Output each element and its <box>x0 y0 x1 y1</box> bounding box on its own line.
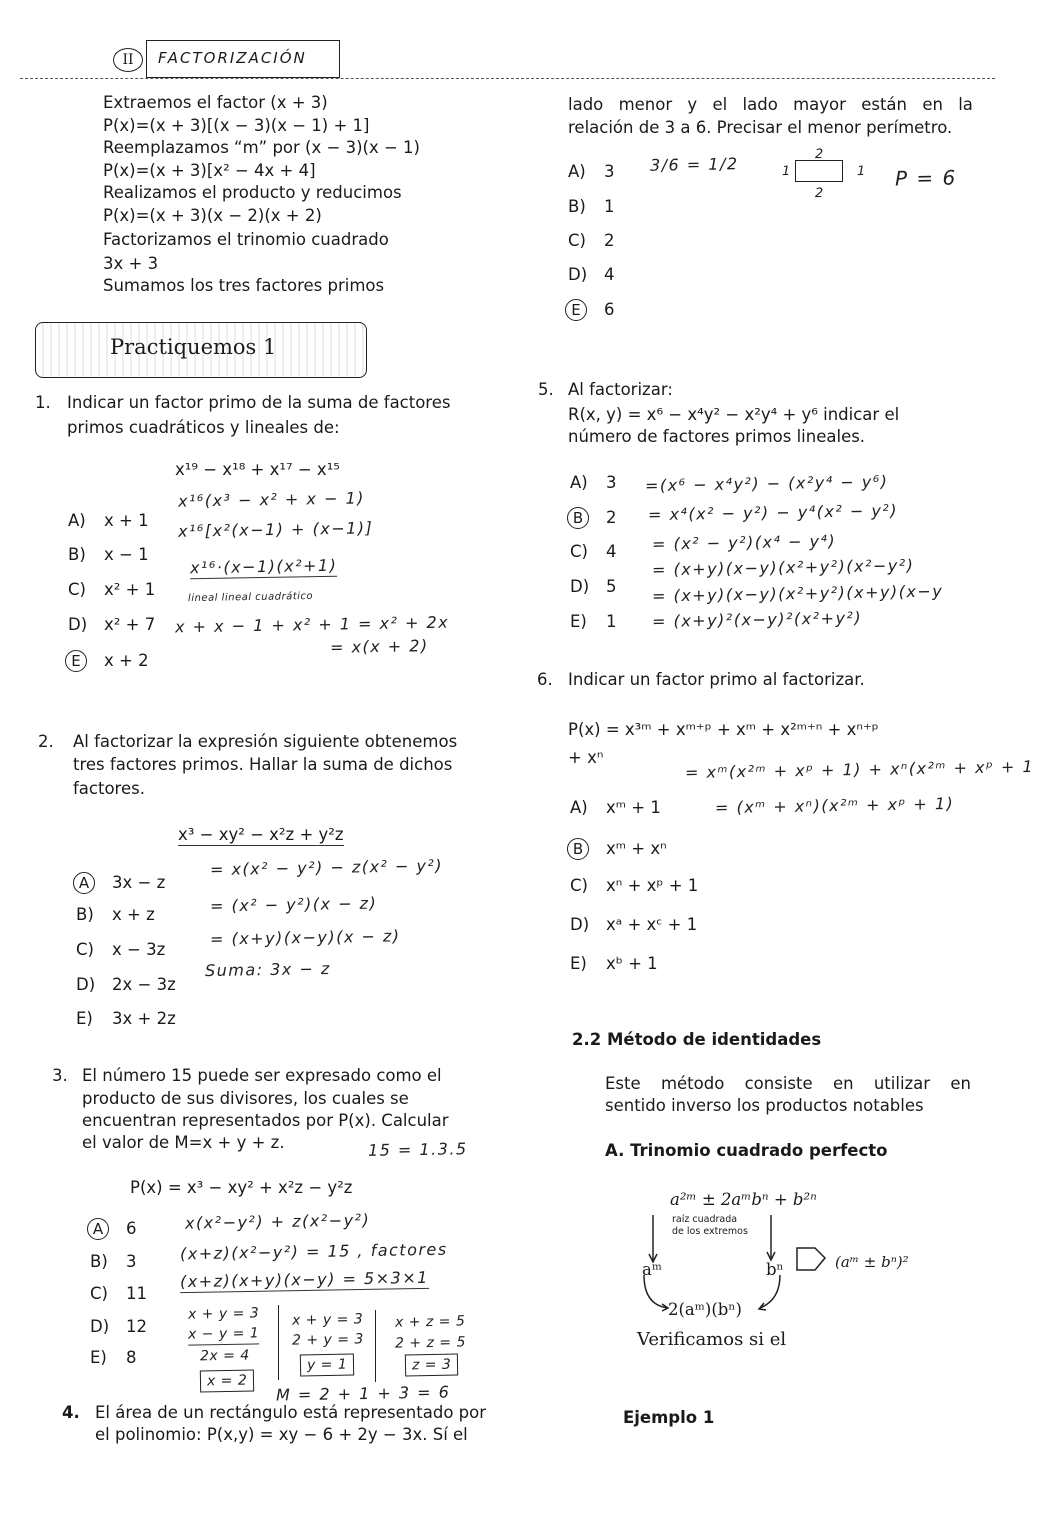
option-letter: E) <box>570 954 587 973</box>
divider <box>278 1305 279 1380</box>
option-d[interactable] <box>76 975 176 995</box>
question-text: encuentran representados por P(x). Calcular <box>82 1111 449 1130</box>
word: la <box>958 95 973 114</box>
circled-answer-letter: E <box>565 299 587 321</box>
curved-arrow-icon <box>644 1275 668 1311</box>
curved-arrow-icon <box>759 1275 780 1310</box>
option-text: 12 <box>126 1317 147 1336</box>
option-letter: D) <box>570 577 590 596</box>
option-b[interactable] <box>90 1252 137 1272</box>
question-text: el valor de M=x + y + z. <box>82 1133 285 1152</box>
chapter-number: II <box>113 48 143 72</box>
handwritten-note: x¹⁶(x³ − x² + x − 1) <box>177 488 366 511</box>
option-d[interactable] <box>570 577 617 597</box>
question-text <box>568 95 973 115</box>
question-text: número de factores primos lineales. <box>568 427 866 446</box>
option-text: 2x − 3z <box>112 975 176 994</box>
option-text: x + 1 <box>104 511 149 530</box>
handwritten-note: =(x⁶ − x⁴y²) − (x²y⁴ − y⁶) <box>644 471 889 496</box>
handwritten-note: 2 + y = 3 <box>291 1331 365 1349</box>
circled-answer-letter: A <box>73 872 95 894</box>
handwritten-note: = x⁴(x² − y²) − y⁴(x² − y²) <box>647 500 899 525</box>
option-text: 3x − z <box>112 873 166 892</box>
word: Este <box>605 1074 641 1093</box>
handwritten-note: 2 + z = 5 <box>394 1334 467 1352</box>
option-b-selected[interactable] <box>570 838 667 860</box>
option-a[interactable] <box>68 511 149 531</box>
handwritten-note: = (x² − y²)(x⁴ − y⁴) <box>651 531 837 554</box>
option-text: 3 <box>126 1252 137 1271</box>
step: Realizamos el producto y reducimos <box>103 183 402 202</box>
circled-answer-letter: B <box>567 507 589 529</box>
option-text: 6 <box>604 300 615 319</box>
option-text: 2 <box>606 508 617 527</box>
word: están <box>861 95 908 114</box>
diagram-root-a: aᵐ <box>642 1260 662 1279</box>
step: Sumamos los tres factores primos <box>103 276 385 295</box>
section-paragraph: sentido inverso los productos notables <box>605 1096 924 1115</box>
arrow-down-icon <box>767 1215 775 1260</box>
question-text: Al factorizar: <box>568 380 673 399</box>
option-text: 3x + 2z <box>112 1009 176 1028</box>
word: mayor <box>793 95 846 114</box>
option-letter: E) <box>76 1009 93 1028</box>
handwritten-note: x¹⁶[x²(x−1) + (x−1)] <box>177 518 374 541</box>
option-b[interactable] <box>68 545 149 565</box>
option-text: 4 <box>604 265 615 284</box>
section-title: 2.2 Método de identidades <box>572 1030 822 1049</box>
option-text: 5 <box>606 577 617 596</box>
handwritten-note: M = 2 + 1 + 3 = 6 <box>275 1382 451 1405</box>
option-text: x − 1 <box>104 545 149 564</box>
option-c[interactable] <box>570 876 698 896</box>
option-e[interactable] <box>570 612 617 632</box>
question-number: 1. <box>35 393 51 412</box>
handwritten-note: (x+z)(x²−y²) = 15 , factores <box>179 1239 448 1264</box>
expression: P(x) = x³ − xy² + x²z − y²z <box>130 1178 353 1197</box>
option-letter: C) <box>76 940 94 959</box>
handwritten-note: y = 1 <box>300 1354 355 1377</box>
handwritten-note: 2 <box>814 185 824 202</box>
diagram-root-b: bⁿ <box>766 1260 784 1279</box>
question-text: factores. <box>73 779 145 798</box>
question-text: Indicar un factor primo de la suma de factores <box>67 393 451 412</box>
handwritten-note: Suma: 3x − z <box>204 958 331 981</box>
handwritten-note: = (x+y)(x−y)(x − z) <box>209 926 401 949</box>
option-text: x² + 7 <box>104 615 156 634</box>
option-text: 11 <box>126 1284 147 1303</box>
question-number: 5. <box>538 380 554 399</box>
question-text: primos cuadráticos y lineales de: <box>67 418 340 437</box>
section-paragraph <box>605 1074 971 1094</box>
expression: P(x) = x³ᵐ + xᵐ⁺ᵖ + xᵐ + x²ᵐ⁺ⁿ + xⁿ⁺ᵖ <box>568 720 879 739</box>
handwritten-note: = (x+y)²(x−y)²(x²+y²) <box>651 608 863 631</box>
question-number: 4. <box>62 1403 80 1422</box>
option-text: xᵃ + xᶜ + 1 <box>606 915 698 934</box>
handwritten-note: = xᵐ(x²ᵐ + xᵖ + 1) + xⁿ(x²ᵐ + xᵖ + 1 <box>684 756 1035 783</box>
handwritten-note: x¹⁶·(x−1)(x²+1) <box>189 555 338 578</box>
word: y <box>687 95 698 114</box>
option-text: 3 <box>604 162 615 181</box>
option-letter: D) <box>568 265 588 284</box>
option-a[interactable] <box>570 798 661 818</box>
option-letter: B) <box>68 545 86 564</box>
handwritten-note: x = 2 <box>200 1370 255 1393</box>
circled-answer-letter: B <box>567 838 589 860</box>
circled-answer-letter: A <box>87 1218 109 1240</box>
handwritten-note: = x(x + 2) <box>329 636 429 657</box>
option-letter: B) <box>568 197 586 216</box>
question-number: 3. <box>52 1066 68 1085</box>
step: P(x)=(x + 3)(x − 2)(x + 2) <box>103 206 322 225</box>
question-number: 6. <box>537 670 553 689</box>
option-e[interactable] <box>76 1009 176 1029</box>
option-letter: A) <box>68 511 86 530</box>
option-a[interactable] <box>568 162 615 182</box>
option-letter: D) <box>76 975 96 994</box>
option-a-selected[interactable] <box>76 872 165 894</box>
circled-answer-letter: E <box>65 650 87 672</box>
handwritten-note: x(x²−y²) + z(x²−y²) <box>184 1210 371 1233</box>
option-text: 3 <box>606 473 617 492</box>
option-letter: B) <box>90 1252 108 1271</box>
handwritten-note: = x(x² − y²) − z(x² − y²) <box>209 855 444 880</box>
question-text: tres factores primos. Hallar la suma de dichos <box>73 755 453 774</box>
handwritten-note: = (x² − y²)(x − z) <box>209 893 378 916</box>
diagram-middle-term: 2(aᵐ)(bⁿ) <box>668 1300 742 1319</box>
handwritten-note: P = 6 <box>894 165 957 191</box>
option-letter: E) <box>90 1348 107 1367</box>
handwritten-note: x − y = 1 <box>188 1323 260 1345</box>
handwritten-note: x + x − 1 + x² + 1 = x² + 2x <box>174 612 450 637</box>
option-text: x + z <box>112 905 155 924</box>
option-c[interactable] <box>68 580 155 600</box>
diagram-caption: de los extremos <box>672 1226 748 1237</box>
step: Extraemos el factor (x + 3) <box>103 93 328 112</box>
option-text: xᵐ + 1 <box>606 798 661 817</box>
step: Factorizamos el trinomio cuadrado <box>103 230 389 249</box>
diagram-formula: a²ᵐ ± 2aᵐbⁿ + b²ⁿ <box>670 1190 817 1209</box>
word: consiste <box>744 1074 813 1093</box>
question-text: producto de sus divisores, los cuales se <box>82 1089 409 1108</box>
option-text: 6 <box>126 1219 137 1238</box>
option-letter: C) <box>570 876 588 895</box>
option-text: xᵇ + 1 <box>606 954 658 973</box>
handwritten-note: 1 <box>856 163 866 180</box>
question-text: Indicar un factor primo al factorizar. <box>568 670 865 689</box>
option-text: 1 <box>606 612 617 631</box>
option-d[interactable] <box>90 1317 147 1337</box>
handwritten-note: 2x = 4 <box>199 1347 250 1365</box>
option-b[interactable] <box>76 905 155 925</box>
question-text: el polinomio: P(x,y) = xy − 6 + 2y − 3x. Sí el <box>95 1425 468 1444</box>
option-text: x − 3z <box>112 940 166 959</box>
option-text: 4 <box>606 542 617 561</box>
option-text: x + 2 <box>104 651 149 670</box>
option-d[interactable] <box>68 615 155 635</box>
handwritten-note: z = 3 <box>405 1354 459 1377</box>
step: P(x)=(x + 3)[x² − 4x + 4] <box>103 161 316 180</box>
handwritten-note: = (xᵐ + xⁿ)(x²ᵐ + xᵖ + 1) <box>714 793 955 818</box>
handwritten-note: lineal lineal cuadrático <box>187 590 314 605</box>
diagram-caption: raíz cuadrada <box>672 1214 738 1225</box>
option-letter: E) <box>570 612 587 631</box>
option-letter: C) <box>90 1284 108 1303</box>
question-text: El área de un rectángulo está representado por <box>95 1403 487 1422</box>
handwritten-note: x + z = 5 <box>394 1313 466 1331</box>
option-text: xᵐ + xⁿ <box>606 839 667 858</box>
diagram-result: (aᵐ ± bⁿ)² <box>835 1253 909 1271</box>
handwritten-note: x + y = 3 <box>187 1305 260 1323</box>
option-text: 1 <box>604 197 615 216</box>
handwritten-note: x + y = 3 <box>291 1311 364 1329</box>
option-c[interactable] <box>90 1284 147 1304</box>
option-letter: A) <box>568 162 586 181</box>
handwritten-note: 15 = 1.3.5 <box>367 1139 468 1160</box>
step: P(x)=(x + 3)[(x − 3)(x − 1) + 1] <box>103 116 370 135</box>
option-d[interactable] <box>568 265 615 285</box>
header-divider <box>20 78 995 79</box>
question-number: 2. <box>38 732 54 751</box>
step: Reemplazamos “m” por (x − 3)(x − 1) <box>103 138 420 157</box>
option-letter: C) <box>570 542 588 561</box>
handwritten-note: 3/6 = 1/2 <box>649 154 739 175</box>
option-letter: D) <box>68 615 88 634</box>
option-letter: C) <box>68 580 86 599</box>
option-text: 2 <box>604 231 615 250</box>
handwritten-note: 2 <box>814 146 824 163</box>
word: en <box>832 1074 854 1093</box>
word: en <box>922 95 943 114</box>
option-c[interactable] <box>570 542 617 562</box>
question-text: El número 15 puede ser expresado como el <box>82 1066 442 1085</box>
option-a-selected[interactable] <box>90 1218 137 1240</box>
practice-title: Practiquemos 1 <box>110 335 277 359</box>
arrow-down-icon <box>649 1215 657 1262</box>
handwritten-note: = (x+y)(x−y)(x²+y²)(x²−y²) <box>651 555 915 580</box>
option-e-selected[interactable] <box>68 650 149 672</box>
step: 3x + 3 <box>103 254 159 273</box>
option-e[interactable] <box>570 954 658 974</box>
word: lado <box>568 95 604 114</box>
handwritten-note: 1 <box>781 163 791 180</box>
expression: x¹⁹ − x¹⁸ + x¹⁷ − x¹⁵ <box>175 460 340 479</box>
diagram-verify: Verificamos si el <box>637 1329 787 1350</box>
option-letter: D) <box>570 915 590 934</box>
implies-arrow-icon <box>795 1240 829 1276</box>
option-letter: D) <box>90 1317 110 1336</box>
handwritten-note: = (x+y)(x−y)(x²+y²)(x+y)(x−y <box>651 581 944 606</box>
option-letter: A) <box>570 473 588 492</box>
option-b[interactable] <box>568 197 615 217</box>
expression: x³ − xy² − x²z + y²z <box>178 825 344 844</box>
word: método <box>660 1074 725 1093</box>
option-text: x² + 1 <box>104 580 156 599</box>
option-letter: B) <box>76 905 94 924</box>
question-text: Al factorizar la expresión siguiente obtenemos <box>73 732 458 751</box>
option-c[interactable] <box>568 231 615 251</box>
example-title: Ejemplo 1 <box>623 1408 715 1427</box>
divider <box>375 1310 376 1382</box>
option-text: xⁿ + xᵖ + 1 <box>606 876 699 895</box>
question-text: relación de 3 a 6. Precisar el menor perímetro. <box>568 118 953 137</box>
expression: + xⁿ <box>568 748 604 767</box>
option-letter: C) <box>568 231 586 250</box>
option-e[interactable] <box>90 1348 137 1368</box>
question-text: R(x, y) = x⁶ − x⁴y² − x²y⁴ + y⁶ indicar el <box>568 405 900 424</box>
option-b-selected[interactable] <box>570 507 617 529</box>
word: menor <box>618 95 673 114</box>
word: el <box>712 95 728 114</box>
chapter-title: FACTORIZACIÓN <box>158 49 307 67</box>
option-text: 8 <box>126 1348 137 1367</box>
option-d[interactable] <box>570 915 697 935</box>
option-e-selected[interactable] <box>568 299 615 321</box>
option-a[interactable] <box>570 473 617 493</box>
option-letter: A) <box>570 798 588 817</box>
word: lado <box>742 95 778 114</box>
option-c[interactable] <box>76 940 165 960</box>
handwritten-note: (x+z)(x+y)(x−y) = 5×3×1 <box>179 1267 429 1292</box>
word: utilizar <box>873 1074 931 1093</box>
word: en <box>950 1074 971 1093</box>
section-subtitle: A. Trinomio cuadrado perfecto <box>605 1141 888 1160</box>
